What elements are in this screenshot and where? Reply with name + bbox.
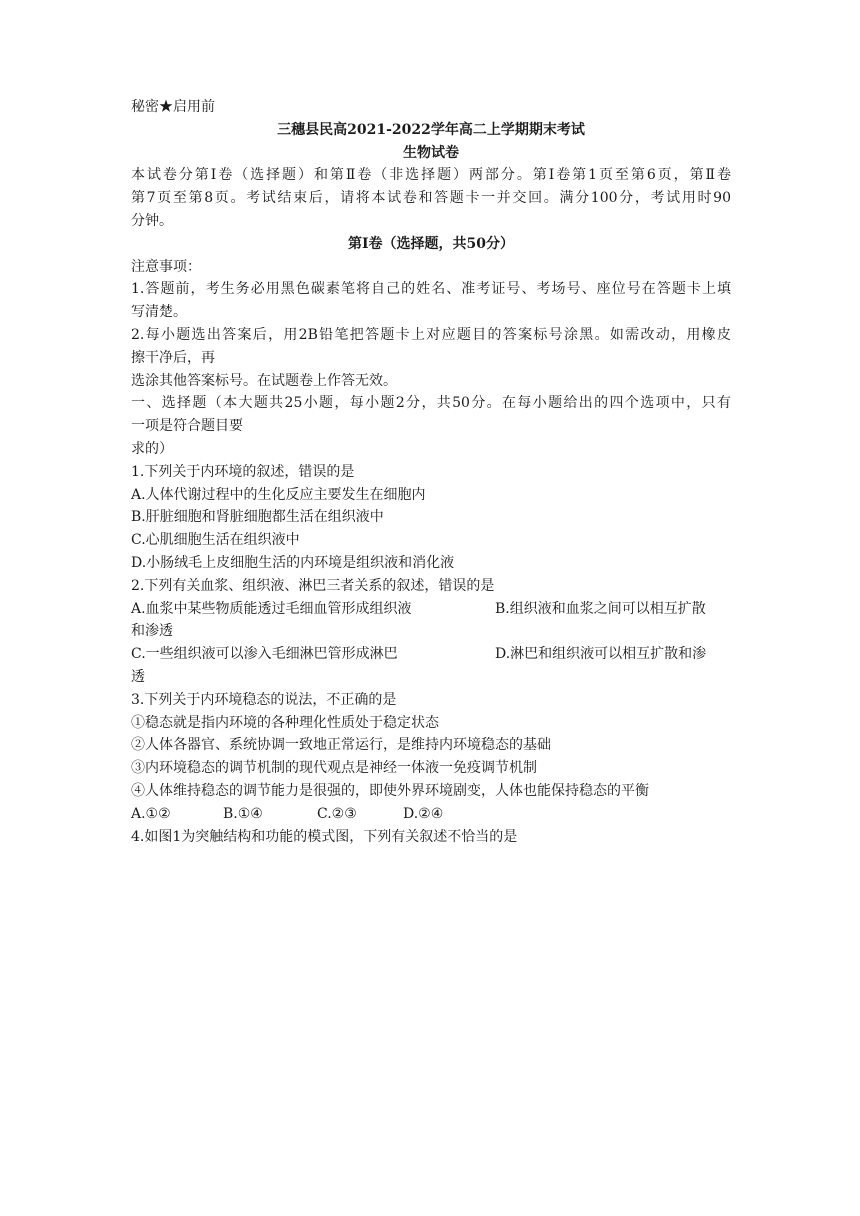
note-line: 选涂其他答案标号。在试题卷上作答无效。 <box>131 372 397 389</box>
part1-instructions-line: 求的） <box>131 440 173 457</box>
question-1-stem: 1.下列关于内环境的叙述，错误的是 <box>131 463 355 480</box>
question-1-option-d: D.小肠绒毛上皮细胞生活的内环境是组织液和消化液 <box>131 554 455 571</box>
question-3-option-a: A.①② <box>131 805 171 822</box>
notes-heading: 注意事项： <box>131 258 201 275</box>
note-line: 擦干净后，再 <box>131 349 215 366</box>
question-3-stem: 3.下列关于内环境稳态的说法，不正确的是 <box>131 691 397 708</box>
exam-page <box>131 96 731 848</box>
question-3-item-2: ②人体各器官、系统协调一致地正常运行，是维持内环境稳态的基础 <box>131 737 551 754</box>
subject-title: 生物试卷 <box>403 144 459 161</box>
intro-line-3: 分钟。 <box>131 212 173 229</box>
note-line: 2.每小题选出答案后，用2B铅笔把答题卡上对应题目的答案标号涂黑。如需改动，用橡皮 <box>131 326 731 343</box>
part1-instructions-line: 一、选择题（本大题共25小题，每小题2分，共50分。在每小题给出的四个选项中，只有 <box>131 395 731 412</box>
question-1-option-a: A.人体代谢过程中的生化反应主要发生在细胞内 <box>131 486 426 503</box>
question-3-option-c: C.②③ <box>317 805 357 822</box>
section1-title: 第Ⅰ卷（选择题，共50分） <box>347 235 515 252</box>
question-2-row-ab <box>131 598 731 621</box>
note-line: 1.答题前，考生务必用黑色碳素笔将自己的姓名、准考证号、考场号、座位号在答题卡上填 <box>131 281 731 298</box>
question-3-item-3: ③内环境稳态的调节机制的现代观点是神经一体液一免疫调节机制 <box>131 760 537 777</box>
question-2-option-b-continued: 和渗透 <box>131 623 173 640</box>
question-3-option-d: D.②④ <box>403 805 444 822</box>
question-2-stem: 2.下列有关血浆、组织液、淋巴三者关系的叙述，错误的是 <box>131 577 495 594</box>
question-2-option-b: B.组织液和血浆之间可以相互扩散 <box>495 600 706 617</box>
exam-title: 三穗县民高2021-2022学年高二上学期期末考试 <box>277 121 585 138</box>
question-3-item-4: ④人体维持稳态的调节能力是很强的，即使外界环境剧变，人体也能保持稳态的平衡 <box>131 782 649 799</box>
secret-label: 秘密★启用前 <box>131 99 215 115</box>
question-4-stem: 4.如图1为突触结构和功能的模式图，下列有关叙述不恰当的是 <box>131 828 518 845</box>
part1-instructions-line: 一项是符合题目要 <box>131 418 243 435</box>
question-3-item-1: ①稳态就是指内环境的各种理化性质处于稳定状态 <box>131 714 439 731</box>
question-2-row-cd <box>131 643 731 666</box>
question-2-option-d-continued: 透 <box>131 668 145 685</box>
note-line: 写清楚。 <box>131 304 187 321</box>
question-2-option-c: C.一些组织液可以渗入毛细淋巴管形成淋巴 <box>131 646 398 663</box>
question-2-option-d: D.淋巴和组织液可以相互扩散和渗 <box>495 646 707 663</box>
question-3-options <box>131 803 731 826</box>
question-1-option-c: C.心肌细胞生活在组织液中 <box>131 532 300 549</box>
intro-line-2: 第7页至第8页。考试结束后，请将本试卷和答题卡一并交回。满分100分，考试用时90 <box>131 190 731 207</box>
question-1-option-b: B.肝脏细胞和肾脏细胞都生活在组织液中 <box>131 509 384 526</box>
question-2-option-a: A.血浆中某些物质能透过毛细血管形成组织液 <box>131 600 412 617</box>
question-3-option-b: B.①④ <box>223 805 263 822</box>
intro-line-1: 本试卷分第Ⅰ卷（选择题）和第Ⅱ卷（非选择题）两部分。第Ⅰ卷第1页至第6页，第Ⅱ卷 <box>131 167 731 184</box>
